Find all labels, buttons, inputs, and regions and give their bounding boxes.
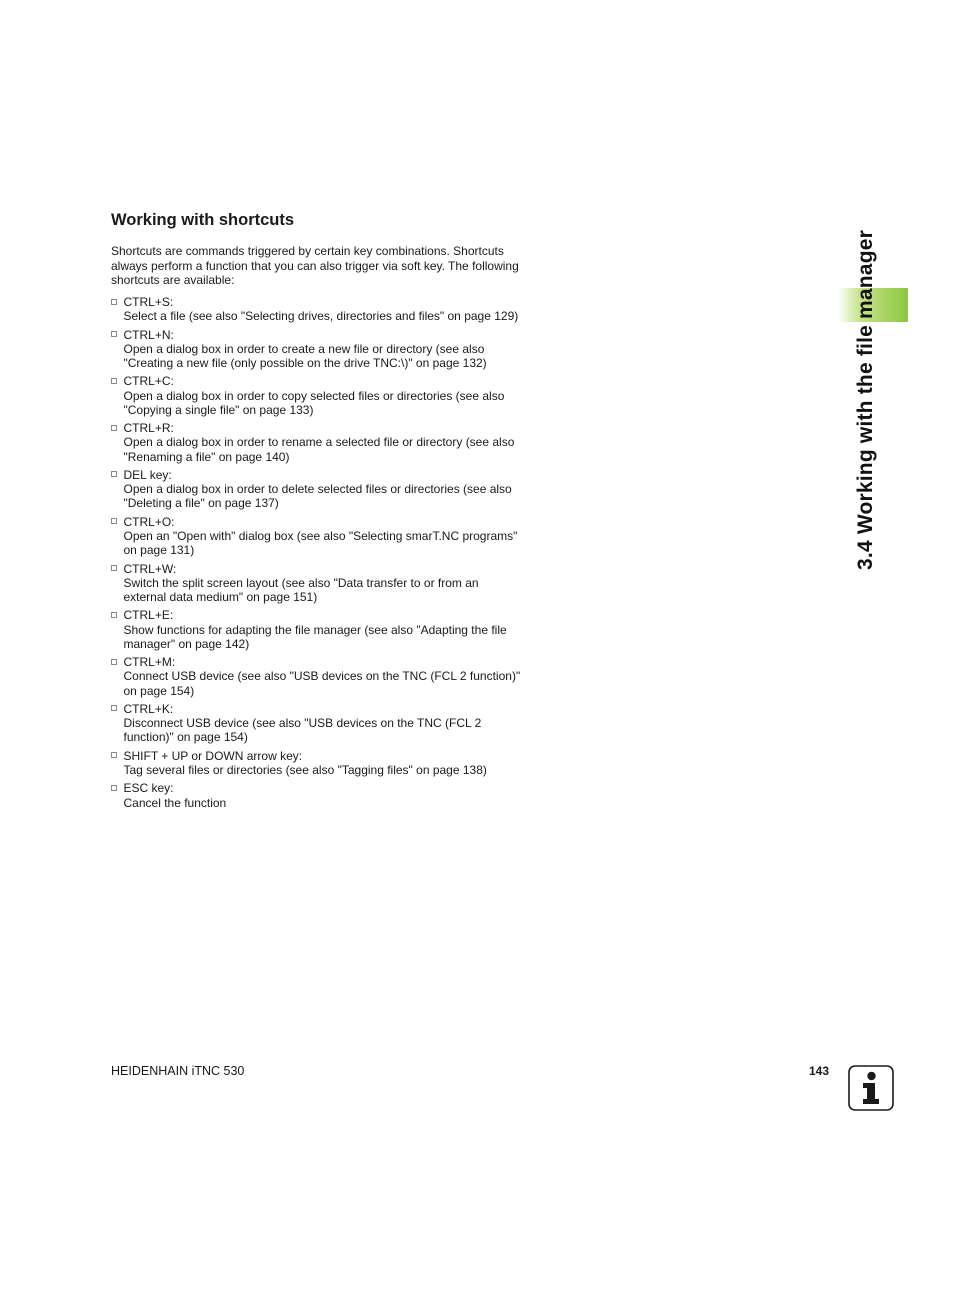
shortcut-description: Select a file (see also "Selecting drives, directories and files" on page 129) bbox=[123, 309, 519, 324]
intro-paragraph: Shortcuts are commands triggered by certain key combinations. Shortcuts always perform a function that you can also trigger via soft key. The following shortcuts are available: bbox=[111, 244, 519, 287]
list-item bbox=[111, 515, 521, 558]
list-item bbox=[111, 608, 521, 651]
page-number: 143 bbox=[809, 1064, 830, 1078]
shortcut-key: CTRL+C: bbox=[123, 374, 174, 389]
square-bullet-icon bbox=[111, 425, 117, 431]
shortcut-key: ESC key: bbox=[123, 781, 174, 796]
list-item bbox=[111, 749, 521, 777]
square-bullet-icon bbox=[111, 785, 117, 791]
list-item bbox=[111, 781, 521, 809]
list-item bbox=[111, 421, 521, 464]
shortcut-description: Open a dialog box in order to rename a selected file or directory (see also "Renaming a file" on page 140) bbox=[123, 435, 515, 464]
info-icon bbox=[848, 1065, 894, 1111]
square-bullet-icon bbox=[111, 331, 117, 337]
shortcut-description: Connect USB device (see also "USB devices on the TNC (FCL 2 function)" on page 154) bbox=[123, 669, 521, 698]
shortcut-description: Tag several files or directories (see also "Tagging files" on page 138) bbox=[123, 762, 487, 777]
section-heading: Working with shortcuts bbox=[111, 211, 295, 229]
shortcut-description: Show functions for adapting the file manager (see also "Adapting the file manager" on page 142) bbox=[123, 622, 507, 651]
shortcut-key: CTRL+K: bbox=[123, 701, 174, 716]
list-item bbox=[111, 328, 521, 371]
list-item bbox=[111, 702, 521, 745]
shortcut-description: Switch the split screen layout (see also "Data transfer to or from an external data medium" on page 151) bbox=[123, 575, 479, 604]
chapter-side-title: 3.4 Working with the file manager bbox=[854, 230, 877, 570]
shortcut-key: CTRL+N: bbox=[123, 327, 174, 342]
square-bullet-icon bbox=[111, 378, 117, 384]
list-item bbox=[111, 468, 521, 511]
shortcut-description: Cancel the function bbox=[123, 795, 227, 810]
square-bullet-icon bbox=[111, 565, 117, 571]
square-bullet-icon bbox=[111, 705, 117, 711]
shortcut-key: CTRL+O: bbox=[123, 514, 175, 529]
list-item bbox=[111, 374, 521, 417]
shortcut-key: CTRL+R: bbox=[123, 421, 174, 436]
shortcut-description: Open a dialog box in order to copy selected files or directories (see also "Copying a single file" on page 133) bbox=[123, 388, 505, 417]
shortcut-key: CTRL+W: bbox=[123, 561, 177, 576]
square-bullet-icon bbox=[111, 471, 117, 477]
square-bullet-icon bbox=[111, 659, 117, 665]
square-bullet-icon bbox=[111, 752, 117, 758]
shortcut-key: CTRL+E: bbox=[123, 608, 174, 623]
shortcut-description: Open an "Open with" dialog box (see also "Selecting smarT.NC programs" on page 131) bbox=[123, 528, 518, 558]
list-item bbox=[111, 295, 521, 323]
square-bullet-icon bbox=[111, 299, 117, 305]
footer-product-name: HEIDENHAIN iTNC 530 bbox=[111, 1064, 245, 1078]
shortcut-key: SHIFT + UP or DOWN arrow key: bbox=[123, 748, 303, 763]
shortcut-key: CTRL+M: bbox=[123, 655, 176, 670]
square-bullet-icon bbox=[111, 612, 117, 618]
square-bullet-icon bbox=[111, 518, 117, 524]
shortcut-key: CTRL+S: bbox=[123, 295, 174, 309]
list-item bbox=[111, 655, 521, 698]
shortcut-description: Disconnect USB device (see also "USB devices on the TNC (FCL 2 function)" on page 154) bbox=[123, 716, 482, 745]
shortcut-description: Open a dialog box in order to create a new file or directory (see also "Creating a new file (only possible on the drive TNC:\)" on page 132) bbox=[123, 341, 487, 370]
shortcut-description: Open a dialog box in order to delete selected files or directories (see also "Deleting a file" on page 137) bbox=[123, 482, 512, 511]
list-item bbox=[111, 562, 521, 605]
shortcut-key: DEL key: bbox=[123, 467, 172, 482]
shortcut-list bbox=[111, 295, 521, 814]
